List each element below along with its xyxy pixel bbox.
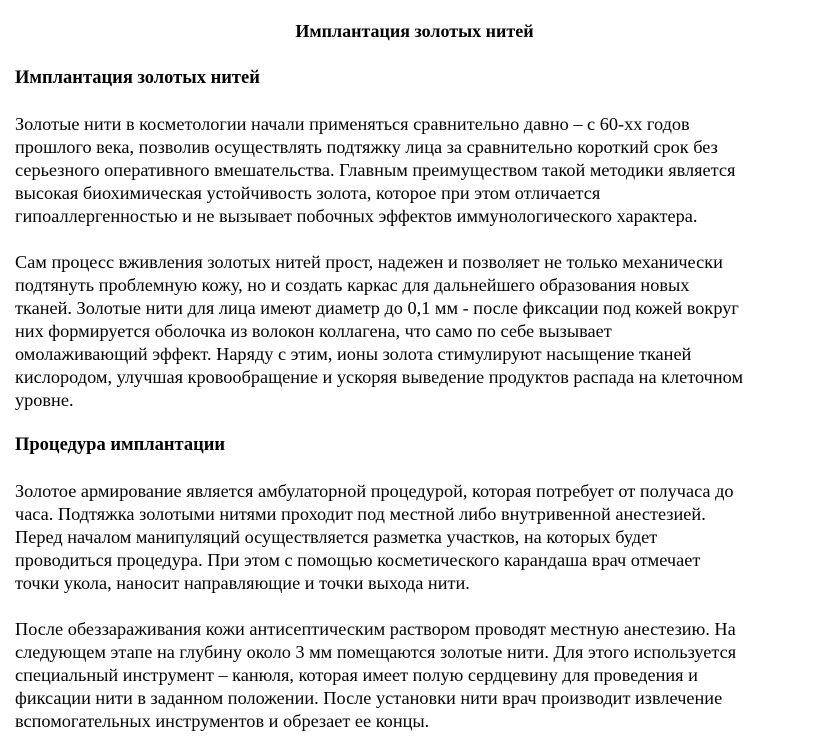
text-line: фиксации нити в заданном положении. После установки нити врач производит извлечение <box>15 688 723 708</box>
text-line: тканей. Золотые нити для лица имеют диаметр до 0,1 мм - после фиксации под кожей вокруг <box>15 298 739 318</box>
text-line: них формируется оболочка из волокон коллагена, что само по себе вызывает <box>15 321 612 341</box>
text-line: Сам процесс вживления золотых нитей прост, надежен и позволяет не только механически <box>15 252 723 272</box>
text-line: Перед началом манипуляций осуществляется разметка участков, на которых будет <box>15 527 658 547</box>
text-line: После обеззараживания кожи антисептическим раствором проводят местную анестезию. На <box>15 619 736 639</box>
paragraph-gold-threads-history <box>15 113 823 228</box>
text-line: Золотое армирование является амбулаторной процедурой, которая потребует от получаса до <box>15 481 734 501</box>
text-line: серьезного оперативного вмешательства. Главным преимуществом такой методики является <box>15 160 736 180</box>
document-title: Имплантация золотых нитей <box>295 21 534 41</box>
text-line: следующем этапе на глубину около 3 мм помещаются золотые нити. Для этого используется <box>15 642 737 662</box>
paragraph-engraftment-process <box>15 251 823 412</box>
section-heading-procedure: Процедура имплантации <box>15 435 226 455</box>
text-line: прошлого века, позволив осуществлять подтяжку лица за сравнительно короткий срок без <box>15 137 718 157</box>
text-line: вспомогательных инструментов и обрезает ее концы. <box>15 711 430 731</box>
text-line: точки укола, наносит направляющие и точки выхода нити. <box>15 573 470 593</box>
text-line: кислородом, улучшая кровообращение и ускоряя выведение продуктов распада на клеточном <box>15 367 744 387</box>
text-line: подтянуть проблемную кожу, но и создать каркас для дальнейшего образования новых <box>15 275 690 295</box>
paragraph-ambulatory-procedure <box>15 480 823 595</box>
paragraph-disinfection-steps <box>15 618 823 733</box>
text-line: часа. Подтяжка золотыми нитями проходит под местной либо внутривенной анестезией. <box>15 504 706 524</box>
section-heading-implantation: Имплантация золотых нитей <box>15 68 260 88</box>
text-line: высокая биохимическая устойчивость золота, которое при этом отличается <box>15 183 601 203</box>
text-line: омолаживающий эффект. Наряду с этим, ионы золота стимулируют насыщение тканей <box>15 344 692 364</box>
text-line: специальный инструмент – канюля, которая имеет полую сердцевину для проведения и <box>15 665 698 685</box>
text-line: проводиться процедура. При этом с помощью косметического карандаша врач отмечает <box>15 550 701 570</box>
text-line: Золотые нити в косметологии начали применяться сравнительно давно – с 60-хх годов <box>15 114 690 134</box>
text-line: уровне. <box>15 390 74 410</box>
text-line: гипоаллергенностью и не вызывает побочных эффектов иммунологического характера. <box>15 206 698 226</box>
